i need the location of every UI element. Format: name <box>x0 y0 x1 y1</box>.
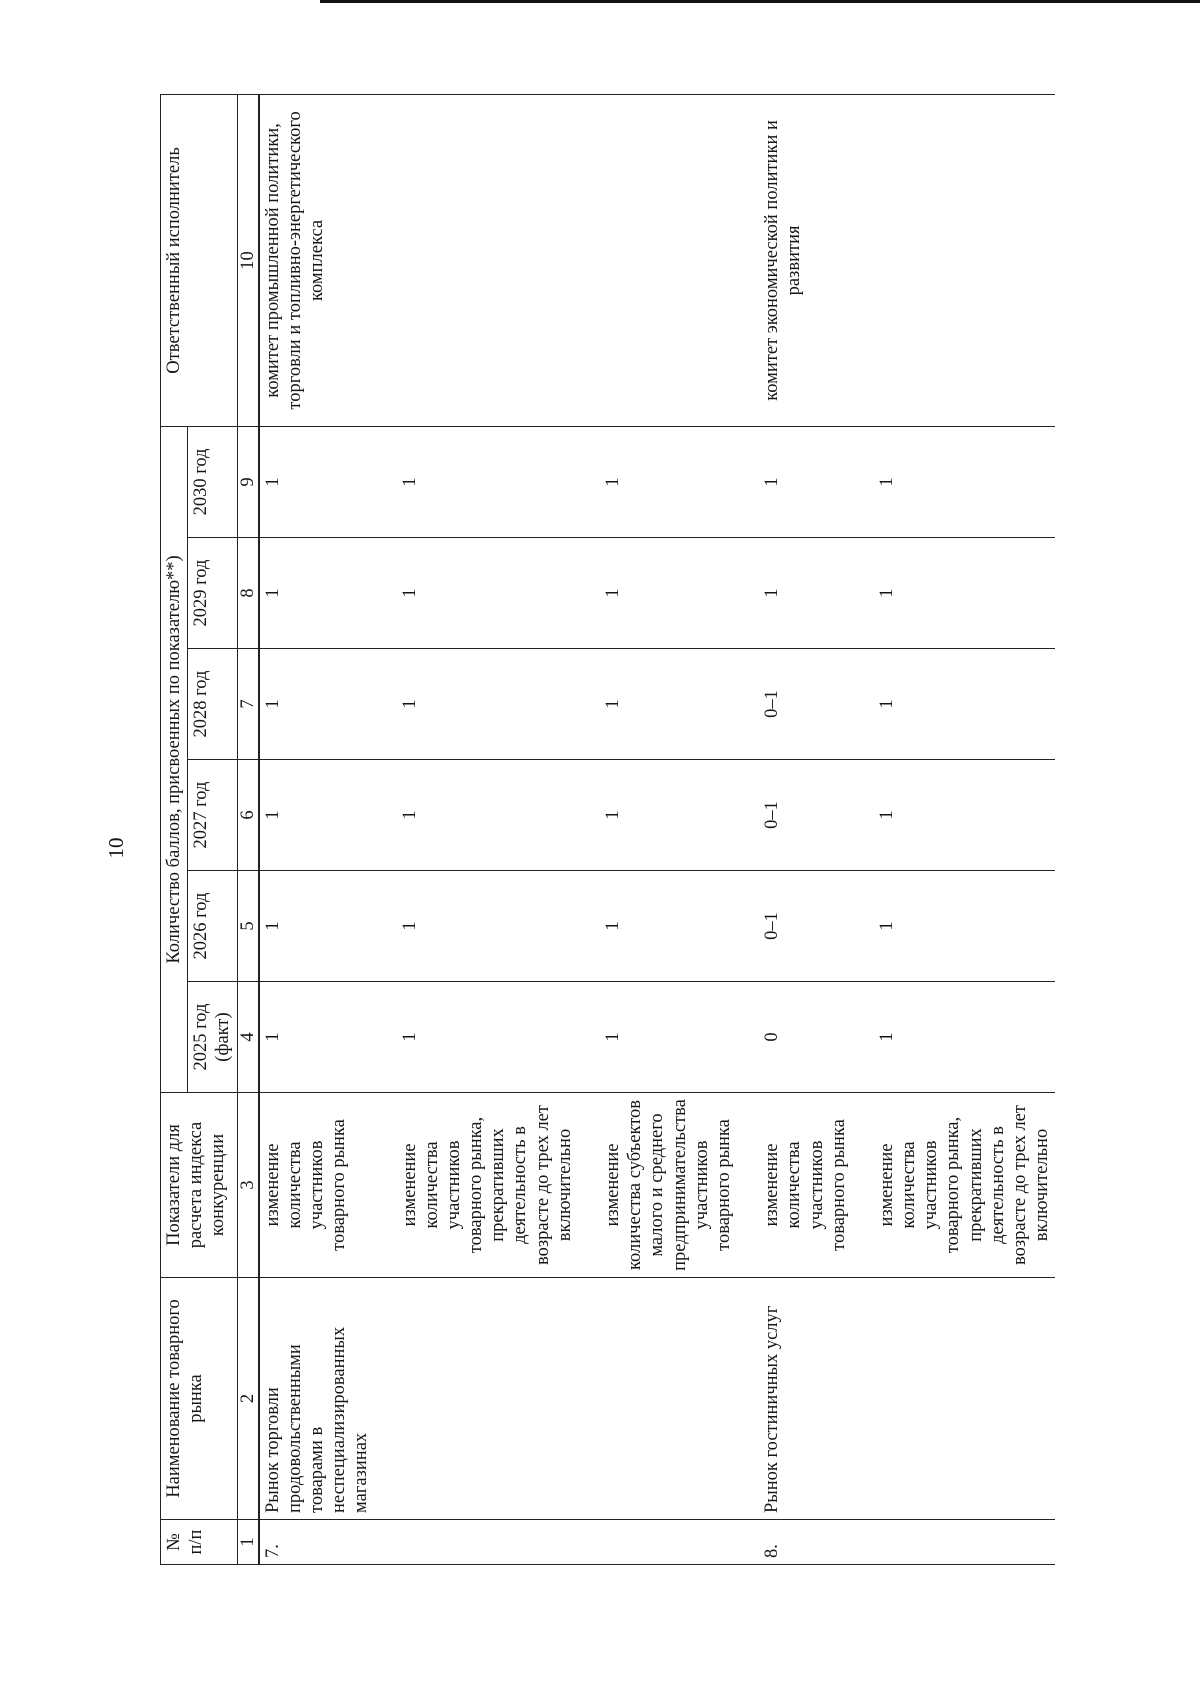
market-name: Рынок торговли продовольственными товарами в неспециализированных магазинах <box>259 1278 375 1520</box>
value-cell: 1 <box>375 426 579 537</box>
indicator-text: изменение количества участников товарного рынка, прекративших деятельность в возрасте до трех лет включительно <box>375 1093 579 1278</box>
header-points-group: Количество баллов, присвоенных по показателю**) <box>161 426 188 1092</box>
value-cell: 1 <box>852 871 1056 982</box>
value-cell: 1 <box>259 871 375 982</box>
column-number: 5 <box>237 871 259 982</box>
indicator-text: изменение количества участников товарного рынка <box>259 1093 375 1278</box>
header-responsible: Ответственный исполнитель <box>161 94 238 426</box>
header-year-2028: 2028 год <box>188 649 237 760</box>
header-year-2026: 2026 год <box>188 871 237 982</box>
top-border-line <box>320 0 1200 3</box>
empty-cell <box>578 1520 737 1565</box>
value-cell: 1 <box>259 760 375 871</box>
table-row <box>737 94 852 1564</box>
value-cell: 1 <box>852 760 1056 871</box>
value-cell: 1 <box>375 538 579 649</box>
column-number: 9 <box>237 426 259 537</box>
value-cell: 1 <box>852 649 1056 760</box>
column-number: 8 <box>237 538 259 649</box>
value-cell: 1 <box>737 426 852 537</box>
value-cell: 1 <box>259 426 375 537</box>
value-cell: 1 <box>375 649 579 760</box>
responsible-executor: комитет промышленной политики, торговли и топливно-энергетического комплекса <box>259 94 738 426</box>
column-number: 10 <box>237 94 259 426</box>
value-cell: 1 <box>578 649 737 760</box>
responsible-executor: комитет экономической политики и развития <box>737 94 1055 426</box>
column-number: 1 <box>237 1520 259 1565</box>
header-market-name: Наименование товарного рынка <box>161 1278 238 1520</box>
value-cell: 1 <box>852 982 1056 1093</box>
value-cell: 1 <box>259 982 375 1093</box>
table-row <box>259 94 375 1564</box>
value-cell: 1 <box>375 982 579 1093</box>
empty-cell <box>852 1278 1056 1520</box>
value-cell: 1 <box>578 538 737 649</box>
value-cell: 1 <box>578 871 737 982</box>
value-cell: 1 <box>259 538 375 649</box>
value-cell: 0–1 <box>737 871 852 982</box>
value-cell: 1 <box>578 760 737 871</box>
indicator-text: изменение количества субъектов малого и среднего предпринимательства участников товарного рынка <box>578 1093 737 1278</box>
indicator-text: изменение количества участников товарного рынка <box>737 1093 852 1278</box>
value-cell: 0–1 <box>737 649 852 760</box>
header-year-2029: 2029 год <box>188 538 237 649</box>
column-number: 7 <box>237 649 259 760</box>
column-number: 4 <box>237 982 259 1093</box>
column-number: 2 <box>237 1278 259 1520</box>
page-number: 10 <box>104 837 128 859</box>
row-number: 7. <box>259 1520 375 1565</box>
empty-cell <box>375 1520 579 1565</box>
header-number: № п/п <box>161 1520 238 1565</box>
column-number: 3 <box>237 1093 259 1278</box>
empty-cell <box>852 1520 1056 1565</box>
competition-index-table <box>160 94 1055 1565</box>
value-cell: 1 <box>578 426 737 537</box>
value-cell: 1 <box>578 982 737 1093</box>
column-number-row <box>237 94 259 1564</box>
empty-cell <box>578 1278 737 1520</box>
value-cell: 1 <box>375 871 579 982</box>
header-year-2025: 2025 год (факт) <box>188 982 237 1093</box>
value-cell: 1 <box>375 760 579 871</box>
row-number: 8. <box>737 1520 852 1565</box>
value-cell: 1 <box>737 538 852 649</box>
rotated-table-container <box>160 95 1070 1565</box>
indicator-text: изменение количества участников товарного рынка, прекративших деятельность в возрасте до трех лет включительно <box>852 1093 1056 1278</box>
table-body <box>259 94 1056 1564</box>
market-name: Рынок гостиничных услуг <box>737 1278 852 1520</box>
value-cell: 0–1 <box>737 760 852 871</box>
header-year-2027: 2027 год <box>188 760 237 871</box>
value-cell: 0 <box>737 982 852 1093</box>
header-year-2030: 2030 год <box>188 426 237 537</box>
value-cell: 1 <box>852 538 1056 649</box>
value-cell: 1 <box>852 426 1056 537</box>
column-number: 6 <box>237 760 259 871</box>
header-indicators: Показатели для расчета индекса конкуренции <box>161 1093 238 1278</box>
empty-cell <box>375 1278 579 1520</box>
value-cell: 1 <box>259 649 375 760</box>
